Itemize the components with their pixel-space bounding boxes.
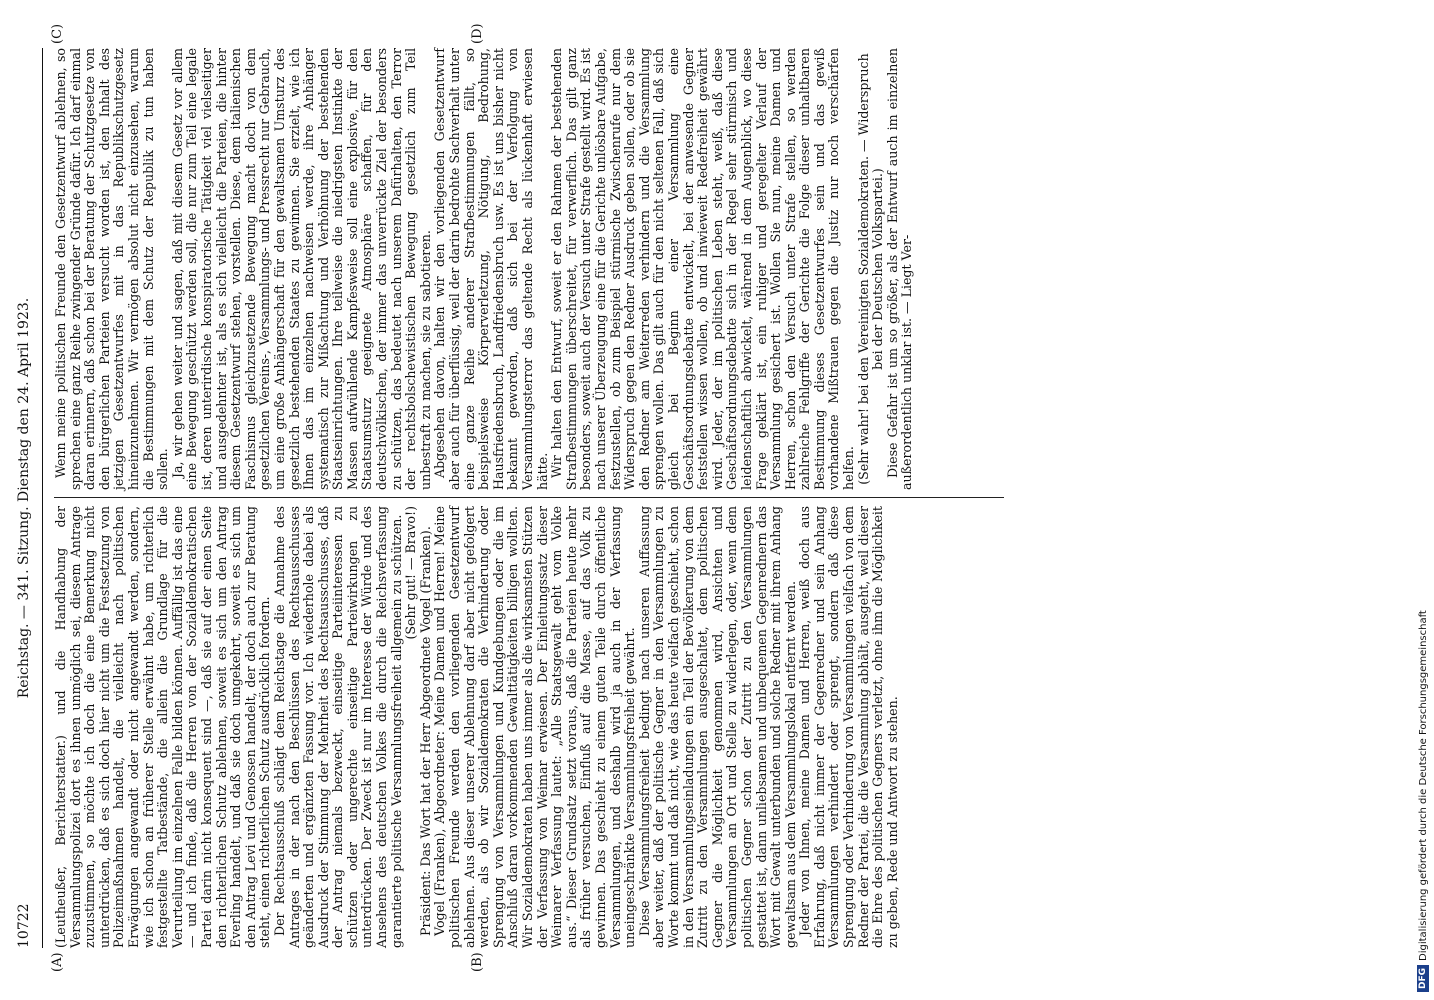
speaker-paragraph: Präsident: Das Wort hat der Herr Abgeordnete Vogel (Franken). bbox=[417, 526, 433, 936]
margin-mark-d: (D) bbox=[470, 23, 485, 44]
paragraph: Jeder von Ihnen, meine Damen und Herren, weiß doch aus Erfahrung, daß nicht immer der Gegenredner und sein Anhang Versammlungen verhindert oder sprengt, sondern daß diese Sprengung oder Verhinderung von Versammlungen vielfach von dem Redner der Partei, die die Versammlung abhält, ausgeht, weil dieser die Ehre des politischen Gegners verletzt, ohne ihm die Möglichkeit zu geben, Rede und Antwort zu stehen. bbox=[797, 506, 900, 948]
paragraph: Wenn meine politischen Freunde den Gesetzentwurf ablehnen, so sprechen eine ganz Reihe zwingender Gründe dafür. Ich darf einmal daran erinnern, daß schon bei der Beratung der Schutzgesetze von den bürgerlichen Parteien versucht worden ist, den Inhalt des jetzigen Gesetzentwurfes mit in das Republikschutzgesetz hineinzunehmen. Wir vermögen absolut nicht einzusehen, warum die Bestimmungen mit dem Schutz der Republik zu tun haben sollen. bbox=[53, 48, 171, 490]
reaction-note: (Sehr gut! — Bravo!) bbox=[403, 506, 419, 640]
session-title: Reichstag. — 341. Sitzung. Dienstag den 24. April 1923. bbox=[16, 297, 32, 699]
dfg-logo: DFG bbox=[1417, 965, 1429, 992]
right-column bbox=[54, 48, 915, 490]
reaction-note: (Sehr wahr! bei den Vereinigten Sozialdemokraten. — Widerspruch bei der Deutschen Volkspartei.) bbox=[855, 53, 886, 485]
paragraph: Wir halten den Entwurf, soweit er den Rahmen der bestehenden Strafbestimmungen überschreitet, für verwerflich. Das gilt ganz besonders, soweit auch der Versuch unter Strafe gestellt wird. Es ist nach unserer Überzeugung eine für die Gerichte unlösbare Aufgabe, festzustellen, ob zum Beispiel stürmische Zwischenrufe nur dem Widerspruch gegen den Redner Ausdruck geben sollen, oder ob sie den Redner am Weiterreden verhindern und die Versammlung sprengen wollen. Das gilt auch für den nicht seltenen Fall, daß sich gleich bei Beginn einer Versammlung eine Geschäftsordnungsdebatte entwickelt, bei der anwesende Gegner feststellen wissen wollen, ob und inwieweit Redefreiheit gewährt wird. Jeder, der im politischen Leben steht, weiß, daß diese Geschäftsordnungsdebatte sich in der Regel sehr stürmisch und leidenschaftlich abwickelt, während in dem Augenblick, wo diese Frage geklärt ist, ein ruhiger und geregelter Verlauf der Versammlung gesichert ist. Wollen Sie nun, meine Damen und Herren, schon den Versuch unter Strafe stellen, so werden zahlreiche Fehlgriffe der Gerichte die Folge dieser unhaltbaren Bestimmung dieses Gesetzentwurfes sein und das gewiß vorhandene Mißtrauen gegen die Justiz nur noch verschärfen helfen. bbox=[549, 48, 857, 490]
digitization-credit bbox=[1414, 0, 1434, 1000]
page-number: 10722 bbox=[16, 903, 32, 948]
margin-mark-a: (A) bbox=[50, 952, 65, 972]
left-column bbox=[54, 506, 900, 948]
paragraph: Ja, wir gehen weiter und sagen, daß mit diesem Gesetz vor allem eine Bewegung geschützt werden soll, die nur zum Teil eine legale ist, deren unterirdische konspiratorische Tätigkeit viel vielseitiger und ausgedehnter ist, als es sich vielleicht die Parteien, die hinter diesem Gesetzentwurf stehen, vorstellen. Diese, dem italienischen Faschismus gleichzusetzende Bewegung macht doch von dem gesetzlichen Vereins-, Versammlungs- und Pressrecht nur Gebrauch, um eine große Anhängerschaft für den gewaltsamen Umsturz des gesetzlich bestehenden Staates zu gewinnen. Sie erzielt, wie ich Ihnen das im einzelnen nachweisen werde, ihre Anhänger systematisch zur Mißachtung und Verhöhnung der bestehenden Staatseinrichtungen. Ihre teilweise die niedrigsten Instinkte der Massen aufwühlende Kampfesweise soll eine explosive, für den Staatsumsturz geeignete Atmosphäre schaffen, für den deutschvölkischen, der immer das unverrückte Ziel der besonders zu schützen, das bedeutet nach unserem Dafürhalten, den Terror der rechtsbolschewistischen Bewegung gesetzlich zum Teil unbestraft zu machen, sie zu sabotieren. bbox=[169, 48, 433, 490]
column-divider bbox=[54, 497, 1004, 498]
paragraph: Diese Gefahr ist um so größer, als der Entwurf auch im einzelnen außerordentlich unklar ist. — Liegt Ver- bbox=[884, 48, 915, 490]
margin-mark-c: (C) bbox=[50, 23, 65, 44]
speaker-paragraph: Vogel (Franken), Abgeordneter: Meine Damen und Herren! Meine politischen Freunde werden den vorliegenden Gesetzentwurf ablehnen. Aus dieser unserer Ablehnung darf aber nicht gefolgert werden, als ob wir Sozialdemokraten die Verhinderung oder Sprengung von Versammlungen und Kundgebungen oder die im Anschluß daran vorkommenden Gewalttätigkeiten billigen wollten. Wir Sozialdemokraten haben uns immer als die wirksamsten Stützen der Verfassung von Weimar erwiesen. Der Einleitungssatz dieser Weimarer Verfassung lautet: „Alle Staatsgewalt geht vom Volke aus.“ Dieser Grundsatz setzt voraus, daß die Parteien heute mehr als früher versuchen, Einfluß auf die Masse, auf das Volk zu gewinnen. Das geschieht zu einem guten Teile durch öffentliche Versammlungen, und deshalb wird ja auch in der Verfassung uneingeschränkte Versammlungsfreiheit gewährt. bbox=[432, 506, 638, 948]
page-header bbox=[16, 48, 38, 948]
credit-text: Digitalisierung gefördert durch die Deutsche Forschungsgemeinschaft bbox=[1418, 610, 1429, 961]
paragraph: Abgesehen davon, halten wir den vorliegenden Gesetzentwurf aber auch für überflüssig, weil der darin bedrohte Sachverhalt unter eine ganze Reihe anderer Strafbestimmungen fällt, so beispielsweise Körperverletzung, Nötigung, Bedrohung, Hausfriedensbruch, Landfriedensbruch usw. Es ist uns bisher nicht bekannt geworden, daß sich bei der Verfolgung von Versammlungsterror das geltende Recht als lückenhaft erwiesen hätte. bbox=[432, 48, 550, 490]
paragraph: Der Rechtsausschuß schlägt dem Reichstage die Annahme des Antrages in der nach den Beschlüssen des Rechtsausschusses geänderten und ergänzten Fassung vor. Ich wiederhole dabei als Ausdruck der Stimmung der Mehrheit des Rechtsausschusses, daß der Antrag niemals bezweckt, einseitige Parteiinteressen zu schützen oder ungerechte einseitige Parteiwirkungen zu unterdrücken. Der Zweck ist nur im Interesse der Würde und des Ansehens des deutschen Volkes die durch die Reichsverfassung garantierte politische Versammlungsfreiheit allgemein zu schützen. bbox=[271, 506, 404, 948]
paragraph: (Leutheußer, Berichterstatter.) und die Handhabung der Versammlungspolizei dort es ihnen unmöglich sei, diesem Antrage zuzustimmen, so möchte ich doch die eine Bemerkung nicht unterdrücken, daß es sich doch hier nicht um die Festsetzung von Polizeimaßnahmen handelt, die vielleicht nach politischen Erwägungen angewandt oder nicht angewandt werden, sondern, wie ich schon an früherer Stelle erwähnt habe, um richterlich festgestellte Tatbestände, die allein die Grundlage für die Verurteilung im einzelnen Falle bilden können. Auffällig ist das eine — und ich finde, daß die Herren von der Sozialdemokratischen Partei darin nicht konsequent sind —, daß sie auf der einen Seite den richterlichen Schutz ablehnen, soweit es sich um den Antrag Everling handelt, und daß sie doch umgekehrt, soweit es sich um den Antrag Levi und Genossen handelt, der doch auch zur Beratung steht, einen richterlichen Schutz ausdrücklich fordern. bbox=[53, 506, 273, 948]
paragraph: Diese Versammlungsfreiheit bedingt nach unseren Auffassung aber weiter, daß der politische Gegner in den Versammlungen zu Worte kommt und daß nicht, wie das heute vielfach geschieht, schon in den Versammlungseinladungen ein Teil der Bevölkerung von dem Zutritt zu den Versammlungen ausgeschaltet, dem politischen Gegner die Möglichkeit genommen wird, Ansichten und Versammlungen an Ort und Stelle zu widerlegen, oder, wenn dem politischen Gegner schon der Zutritt zu den Versammlungen gestattet ist, dann unliebsamen und unbequemen Gegenrednern das Wort mit Gewalt unterbunden und solche Redner mit ihrem Anhang gewaltsam aus dem Versammlungslokal entfernt werden. bbox=[636, 506, 798, 948]
margin-mark-b: (B) bbox=[470, 952, 485, 972]
header-rule bbox=[42, 48, 43, 948]
